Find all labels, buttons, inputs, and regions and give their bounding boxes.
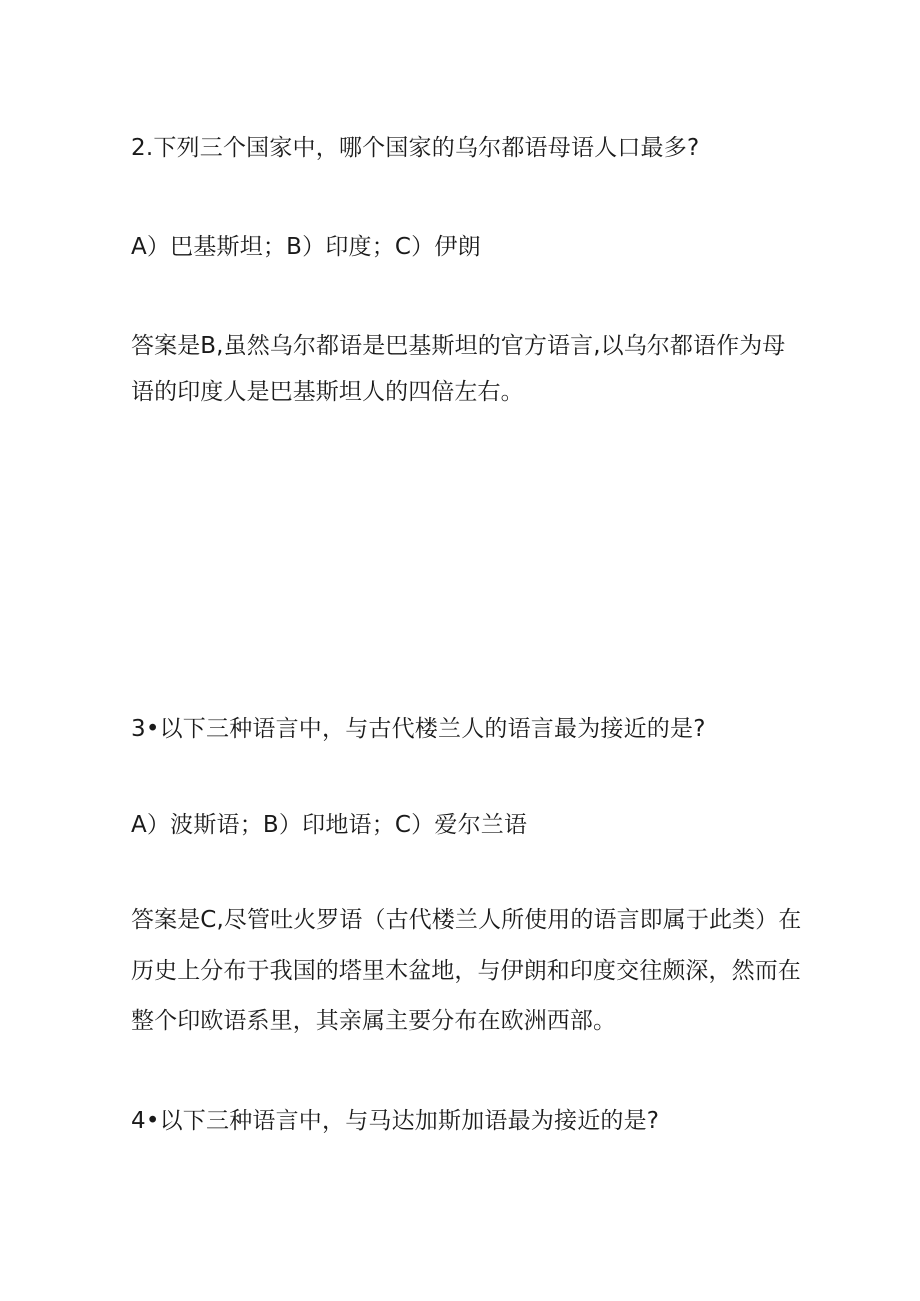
question-2-answer-line-2: 语的印度人是巴基斯坦人的四倍左右。	[131, 379, 524, 405]
question-2-options: A）巴基斯坦；B）印度；C）伊朗	[131, 234, 481, 260]
question-2-answer-line-1: 答案是B,虽然乌尔都语是巴基斯坦的官方语言,以乌尔都语作为母	[131, 333, 786, 359]
question-3-answer-line-3: 整个印欧语系里，其亲属主要分布在欧洲西部。	[131, 1008, 617, 1034]
question-2: 2.下列三个国家中，哪个国家的乌尔都语母语人口最多?	[131, 135, 700, 161]
question-3: 3•以下三种语言中，与古代楼兰人的语言最为接近的是?	[131, 716, 706, 742]
question-3-answer-line-1: 答案是C,尽管吐火罗语（古代楼兰人所使用的语言即属于此类）在	[131, 907, 802, 933]
question-3-answer-line-2: 历史上分布于我国的塔里木盆地，与伊朗和印度交往颇深，然而在	[131, 958, 801, 984]
question-3-options: A）波斯语；B）印地语；C）爱尔兰语	[131, 812, 528, 838]
question-4: 4•以下三种语言中，与马达加斯加语最为接近的是?	[131, 1108, 660, 1134]
